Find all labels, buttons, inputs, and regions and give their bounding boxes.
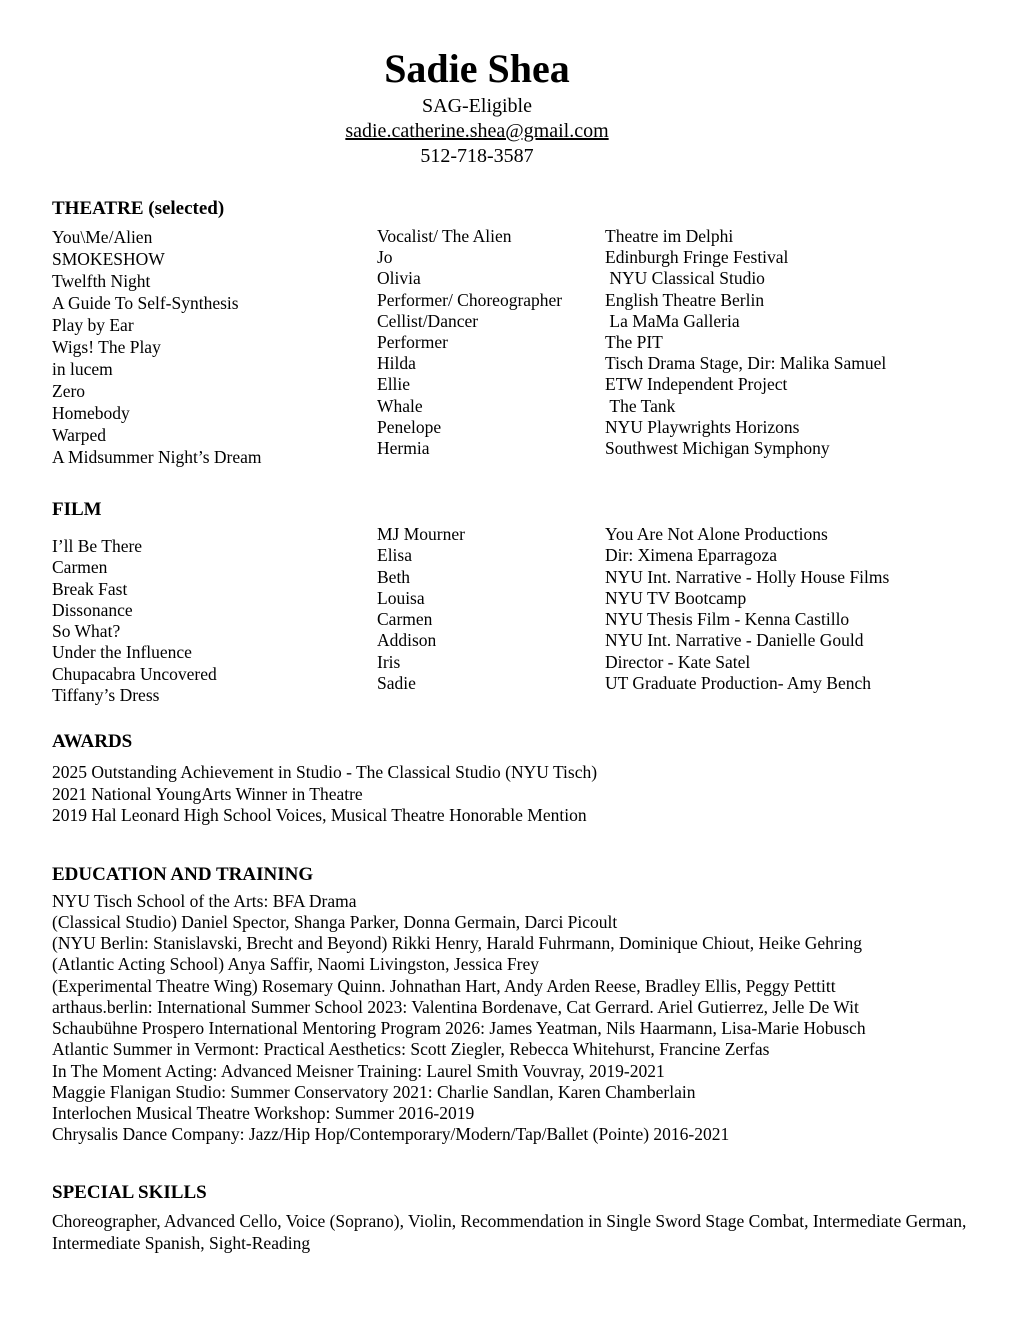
film-role: Carmen	[377, 609, 433, 630]
education-line: In The Moment Acting: Advanced Meisner Training: Laurel Smith Vouvray, 2019-2021	[52, 1060, 665, 1081]
theatre-venue: Theatre im Delphi	[605, 226, 734, 246]
theatre-role: Performer/ Choreographer	[377, 289, 563, 310]
film-role: Sadie	[377, 673, 416, 694]
theatre-production: A Guide To Self-Synthesis	[52, 293, 239, 313]
film-company: NYU Int. Narrative - Danielle Gould	[605, 630, 864, 651]
resume-name: Sadie Shea	[384, 46, 570, 91]
theatre-credits-grid	[52, 226, 1016, 468]
awards-heading: AWARDS	[52, 731, 133, 753]
theatre-production: Homebody	[52, 403, 130, 423]
film-company: Director - Kate Satel	[605, 651, 751, 672]
theatre-venue: Tisch Drama Stage, Dir: Malika Samuel	[605, 353, 887, 374]
film-production: Tiffany’s Dress	[52, 685, 160, 706]
education-line: (NYU Berlin: Stanislavski, Brecht and Beyond) Rikki Henry, Harald Fuhrmann, Dominique Chiout, Heike Gehring	[52, 933, 863, 954]
theatre-venue: NYU Playwrights Horizons	[605, 416, 800, 437]
film-company: NYU Thesis Film - Kenna Castillo	[605, 609, 850, 630]
theatre-production: in lucem	[52, 359, 113, 379]
awards-list	[52, 762, 1016, 827]
film-role: Beth	[377, 566, 411, 587]
film-production: Chupacabra Uncovered	[52, 663, 217, 684]
theatre-role: Whale	[377, 395, 423, 416]
film-company: You Are Not Alone Productions	[605, 524, 828, 544]
education-line: Schaubühne Prospero International Mentoring Program 2026: James Yeatman, Nils Haarmann, Lisa-Marie Hobusch	[52, 1018, 866, 1039]
film-roles-column	[377, 524, 605, 706]
film-role: Iris	[377, 651, 401, 672]
theatre-role: Vocalist/ The Alien	[377, 226, 512, 246]
theatre-venue: English Theatre Berlin	[605, 289, 765, 310]
email-link[interactable]: sadie.catherine.shea@gmail.com	[345, 120, 609, 142]
film-production: I’ll Be There	[52, 536, 143, 556]
awards-section	[52, 730, 1016, 827]
education-line: (Experimental Theatre Wing) Rosemary Quinn. Johnathan Hart, Andy Arden Reese, Bradley Ellis, Peggy Pettitt	[52, 975, 836, 996]
education-line: NYU Tisch School of the Arts: BFA Drama	[52, 890, 357, 911]
theatre-production: Twelfth Night	[52, 271, 151, 291]
theatre-venue: Edinburgh Fringe Festival	[605, 247, 789, 268]
theatre-production: Warped	[52, 425, 106, 445]
theatre-venues-column	[605, 226, 1016, 468]
theatre-role: Ellie	[377, 374, 411, 395]
theatre-production: Zero	[52, 381, 86, 401]
film-production: Carmen	[52, 557, 108, 578]
film-production: Under the Influence	[52, 642, 192, 663]
education-line: Interlochen Musical Theatre Workshop: Summer 2016-2019	[52, 1102, 475, 1123]
theatre-venue: ETW Independent Project	[605, 374, 788, 395]
resume-header	[52, 46, 902, 169]
theatre-role: Jo	[377, 247, 393, 268]
film-section	[52, 498, 1016, 706]
theatre-section	[52, 197, 1016, 468]
education-line: (Classical Studio) Daniel Spector, Shanga Parker, Donna Germain, Darci Picoult	[52, 912, 618, 933]
film-role: Louisa	[377, 587, 425, 608]
theatre-venue: NYU Classical Studio	[605, 268, 765, 289]
theatre-venue: Southwest Michigan Symphony	[605, 438, 830, 459]
theatre-venue: The PIT	[605, 332, 663, 353]
education-line: Atlantic Summer in Vermont: Practical Aesthetics: Scott Ziegler, Rebecca Whitehurst, Francine Zerfas	[52, 1039, 770, 1060]
theatre-production: Wigs! The Play	[52, 337, 161, 357]
film-credits-grid	[52, 524, 1016, 706]
theatre-role: Hilda	[377, 353, 416, 374]
theatre-heading: THEATRE (selected)	[52, 198, 225, 219]
film-productions-column	[52, 524, 377, 706]
theatre-venue: The Tank	[605, 395, 676, 416]
contact-block	[52, 94, 902, 169]
theatre-productions-column	[52, 226, 377, 468]
film-role: MJ Mourner	[377, 524, 465, 544]
theatre-roles-column	[377, 226, 605, 468]
special-skills-section	[52, 1181, 1016, 1254]
award-item: 2025 Outstanding Achievement in Studio - The Classical Studio (NYU Tisch)	[52, 762, 598, 783]
film-production: Dissonance	[52, 599, 133, 620]
education-line: (Atlantic Acting School) Anya Saffir, Naomi Livingston, Jessica Frey	[52, 954, 539, 975]
theatre-venue: La MaMa Galleria	[605, 310, 740, 331]
theatre-production: Play by Ear	[52, 315, 134, 335]
union-status: SAG-Eligible	[422, 95, 532, 117]
phone-number: 512-718-3587	[420, 145, 534, 167]
film-company: Dir: Ximena Eparragoza	[605, 545, 778, 566]
theatre-role: Hermia	[377, 438, 430, 459]
award-item: 2019 Hal Leonard High School Voices, Musical Theatre Honorable Mention	[52, 805, 587, 826]
film-company: NYU TV Bootcamp	[605, 587, 747, 608]
film-production: Break Fast	[52, 578, 128, 599]
education-section	[52, 863, 1016, 1145]
education-line: Chrysalis Dance Company: Jazz/Hip Hop/Contemporary/Modern/Tap/Ballet (Pointe) 2016-2021	[52, 1124, 730, 1145]
film-role: Elisa	[377, 545, 412, 566]
theatre-production: A Midsummer Night’s Dream	[52, 447, 262, 467]
theatre-role: Cellist/Dancer	[377, 310, 479, 331]
award-item: 2021 National YoungArts Winner in Theatre	[52, 783, 363, 804]
film-heading: FILM	[52, 499, 102, 520]
theatre-role: Performer	[377, 332, 448, 353]
theatre-role: Olivia	[377, 268, 421, 289]
special-skills-text: Choreographer, Advanced Cello, Voice (Soprano), Violin, Recommendation in Single Sword Stage Combat, Intermediate German, Intermediate Spanish, Sight-Reading	[52, 1211, 967, 1253]
education-list	[52, 891, 1016, 1145]
film-company: UT Graduate Production- Amy Bench	[605, 673, 872, 694]
education-line: Maggie Flanigan Studio: Summer Conservatory 2021: Charlie Sandlan, Karen Chamberlain	[52, 1081, 696, 1102]
film-companies-column	[605, 524, 1016, 706]
education-line: arthaus.berlin: International Summer School 2023: Valentina Bordenave, Cat Gerrard. Ariel Gutierrez, Jelle De Wit	[52, 996, 859, 1017]
film-company: NYU Int. Narrative - Holly House Films	[605, 566, 890, 587]
theatre-production: You\Me/Alien	[52, 227, 153, 247]
special-skills-heading: SPECIAL SKILLS	[52, 1182, 207, 1204]
education-heading: EDUCATION AND TRAINING	[52, 863, 314, 885]
theatre-production: SMOKESHOW	[52, 249, 165, 269]
film-production: So What?	[52, 621, 121, 642]
theatre-role: Penelope	[377, 416, 442, 437]
film-role: Addison	[377, 630, 437, 651]
